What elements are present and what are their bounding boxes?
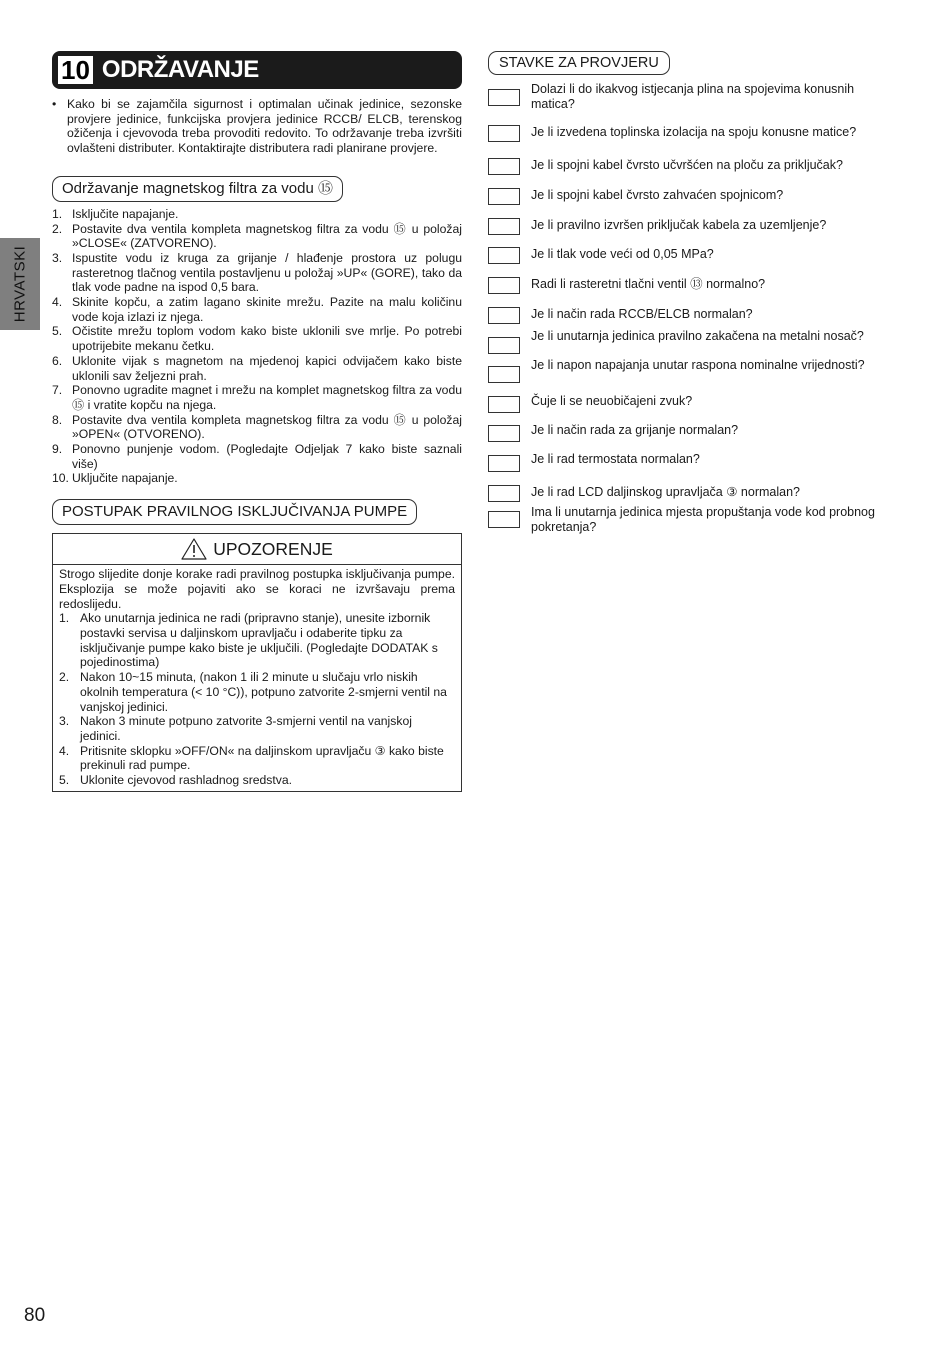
list-item bbox=[52, 324, 462, 353]
warning-triangle-icon bbox=[181, 538, 207, 560]
checkbox[interactable] bbox=[488, 247, 520, 264]
section-title: ODRŽAVANJE bbox=[101, 56, 259, 83]
checklist-item-text: Je li spojni kabel čvrsto zahvaćen spojnicom? bbox=[531, 188, 784, 202]
step-number: 1. bbox=[52, 206, 63, 221]
step-number: 1. bbox=[59, 611, 70, 626]
list-item bbox=[59, 773, 455, 788]
checkbox[interactable] bbox=[488, 89, 520, 106]
list-item bbox=[59, 670, 455, 714]
step-text: Ako unutarnja jedinica ne radi (pripravno stanje), unesite izbornik postavki servisa u daljinskom upravljaču i odaberite tipku za isključivanje pumpe kako biste je uključili. (Pogledajte DODATAK s pojedinostima) bbox=[80, 611, 438, 670]
list-item bbox=[52, 207, 462, 222]
intro-text: Kako bi se zajamčila sigurnost i optimalan učinak jedinice, sezonske provjere jedinice, funkcijska provjera jedinice RCCB/ ELCB, terenskog ožičenja i cjevovoda treba provoditi redovito. To održavanje treba izvršiti ovlašteni distributer. Kontaktirajte distributera radi planirane provjere. bbox=[67, 97, 462, 156]
list-item bbox=[52, 383, 462, 412]
step-number: 8. bbox=[52, 412, 63, 427]
step-text: Ponovno ugradite magnet i mrežu na komplet magnetskog filtra za vodu ⑮ i vratite kopču na njega. bbox=[72, 383, 462, 412]
intro-paragraph bbox=[52, 97, 462, 156]
step-number: 2. bbox=[52, 221, 63, 236]
checkbox[interactable] bbox=[488, 277, 520, 294]
pump-section-title: POSTUPAK PRAVILNOG ISKLJUČIVANJA PUMPE bbox=[52, 499, 417, 525]
list-item bbox=[52, 471, 462, 486]
list-item bbox=[52, 295, 462, 324]
step-text: Uklonite cjevovod rashladnog sredstva. bbox=[80, 773, 293, 788]
checklist-item-text: Je li rad termostata normalan? bbox=[531, 452, 700, 466]
checklist-item-text: Je li rad LCD daljinskog upravljača ③ normalan? bbox=[531, 485, 800, 499]
list-item bbox=[52, 251, 462, 295]
list-item bbox=[59, 714, 455, 743]
section-header bbox=[52, 51, 462, 89]
checklist-item-text: Dolazi li do ikakvog istjecanja plina na spojevima konusnih matica? bbox=[531, 82, 855, 111]
checklist-item-text: Ima li unutarnja jedinica mjesta propuštanja vode kod probnog pokretanja? bbox=[531, 505, 875, 534]
checklist-item-text: Je li unutarnja jedinica pravilno zakačena na metalni nosač? bbox=[531, 329, 864, 343]
language-label: HRVATSKI bbox=[11, 245, 29, 323]
checklist-item-text: Je li napon napajanja unutar raspona nominalne vrijednosti? bbox=[531, 358, 865, 372]
checklist-item-text: Je li pravilno izvršen priključak kabela za uzemljenje? bbox=[531, 218, 827, 232]
step-text: Skinite kopču, a zatim lagano skinite mrežu. Pazite na malu količinu vode koja izlazi iz njega. bbox=[72, 295, 462, 324]
step-text: Ispustite vodu iz kruga za grijanje / hlađenje prostora uz polugu rasteretnog tlačnog ventila postavljenu u položaj »UP« (GORE), tako da tlak vode padne na ispod 0,5 bara. bbox=[72, 250, 462, 295]
checklist-item-text: Je li izvedena toplinska izolacija na spoju konusne matice? bbox=[531, 125, 857, 139]
step-text: Ponovno punjenje vodom. (Pogledajte Odjeljak 7 kako biste saznali više) bbox=[72, 442, 462, 471]
warning-header bbox=[53, 534, 461, 565]
list-item bbox=[52, 413, 462, 442]
warning-title: UPOZORENJE bbox=[213, 538, 333, 559]
checkbox[interactable] bbox=[488, 455, 520, 472]
checkbox[interactable] bbox=[488, 307, 520, 324]
checklist-item-text: Čuje li se neuobičajeni zvuk? bbox=[531, 394, 693, 408]
checklist-item-text: Je li tlak vode veći od 0,05 MPa? bbox=[531, 247, 714, 261]
step-text: Uklonite vijak s magnetom na mjedenoj kapici odvijačem kako biste uklonili sav željezni prah. bbox=[72, 353, 462, 383]
checkbox[interactable] bbox=[488, 485, 520, 502]
bullet-icon: • bbox=[52, 97, 57, 111]
right-column bbox=[488, 51, 898, 534]
step-text: Postavite dva ventila kompleta magnetskog filtra za vodu ⑮ u položaj »OPEN« (OTVORENO). bbox=[72, 412, 462, 442]
left-column bbox=[52, 51, 462, 792]
step-number: 3. bbox=[52, 250, 63, 265]
step-text: Uključite napajanje. bbox=[72, 471, 178, 486]
step-text: Očistite mrežu toplom vodom kako biste uklonili sve mrlje. Po potrebi upotrijebite mekanu četku. bbox=[72, 324, 462, 354]
step-number: 6. bbox=[52, 353, 63, 368]
list-item bbox=[52, 442, 462, 471]
list-item bbox=[59, 611, 455, 670]
warning-body bbox=[53, 565, 461, 791]
step-text: Postavite dva ventila kompleta magnetskog filtra za vodu ⑮ u položaj »CLOSE« (ZATVORENO). bbox=[72, 221, 462, 251]
step-number: 7. bbox=[52, 383, 63, 398]
checkbox[interactable] bbox=[488, 188, 520, 205]
checkbox[interactable] bbox=[488, 125, 520, 142]
step-number: 5. bbox=[52, 324, 63, 339]
step-text: Isključite napajanje. bbox=[72, 206, 179, 221]
checklist-item-text: Je li način rada RCCB/ELCB normalan? bbox=[531, 307, 753, 321]
checklist-item-text: Je li spojni kabel čvrsto učvršćen na ploču za priključak? bbox=[531, 158, 843, 172]
step-number: 9. bbox=[52, 442, 63, 457]
step-text: Pritisnite sklopku »OFF/ON« na daljinskom upravljaču ③ kako biste prekinuli rad pumpe. bbox=[80, 743, 444, 773]
step-number: 3. bbox=[59, 714, 70, 729]
step-text: Nakon 10~15 minuta, (nakon 1 ili 2 minute u slučaju vrlo niskih okolnih temperatura (< 10 °C)), potpuno zatvorite 2-smjerni ventil na vanjskoj jedinici. bbox=[80, 670, 447, 714]
step-number: 10. bbox=[52, 471, 69, 486]
list-item bbox=[52, 354, 462, 383]
step-number: 5. bbox=[59, 773, 70, 788]
filter-section-title: Održavanje magnetskog filtra za vodu ⑮ bbox=[52, 176, 343, 202]
step-text: Nakon 3 minute potpuno zatvorite 3-smjerni ventil na vanjskoj jedinici. bbox=[80, 714, 412, 743]
language-side-tab bbox=[0, 238, 40, 330]
warning-intro: Strogo slijedite donje korake radi pravilnog postupka isključivanja pumpe. Eksplozija se može pojaviti ako se koraci ne izvršavaju prema redoslijedu. bbox=[59, 567, 455, 611]
step-number: 2. bbox=[59, 670, 70, 685]
checkbox[interactable] bbox=[488, 425, 520, 442]
checklist-item-text: Je li način rada za grijanje normalan? bbox=[531, 423, 739, 437]
checklist-title: STAVKE ZA PROVJERU bbox=[488, 51, 670, 75]
checkbox[interactable] bbox=[488, 396, 520, 413]
list-item bbox=[59, 744, 455, 773]
checkbox[interactable] bbox=[488, 337, 520, 354]
checkbox[interactable] bbox=[488, 218, 520, 235]
step-number: 4. bbox=[52, 295, 63, 310]
checklist-item-text: Radi li rasteretni tlačni ventil ⑬ normalno? bbox=[531, 277, 766, 291]
step-number: 4. bbox=[59, 743, 70, 758]
list-item bbox=[52, 222, 462, 251]
warning-box bbox=[52, 533, 462, 792]
filter-steps-list bbox=[52, 207, 462, 486]
checkbox[interactable] bbox=[488, 366, 520, 383]
checkbox[interactable] bbox=[488, 158, 520, 175]
section-number: 10 bbox=[58, 56, 93, 84]
page-number: 80 bbox=[24, 1305, 46, 1326]
checkbox[interactable] bbox=[488, 511, 520, 528]
